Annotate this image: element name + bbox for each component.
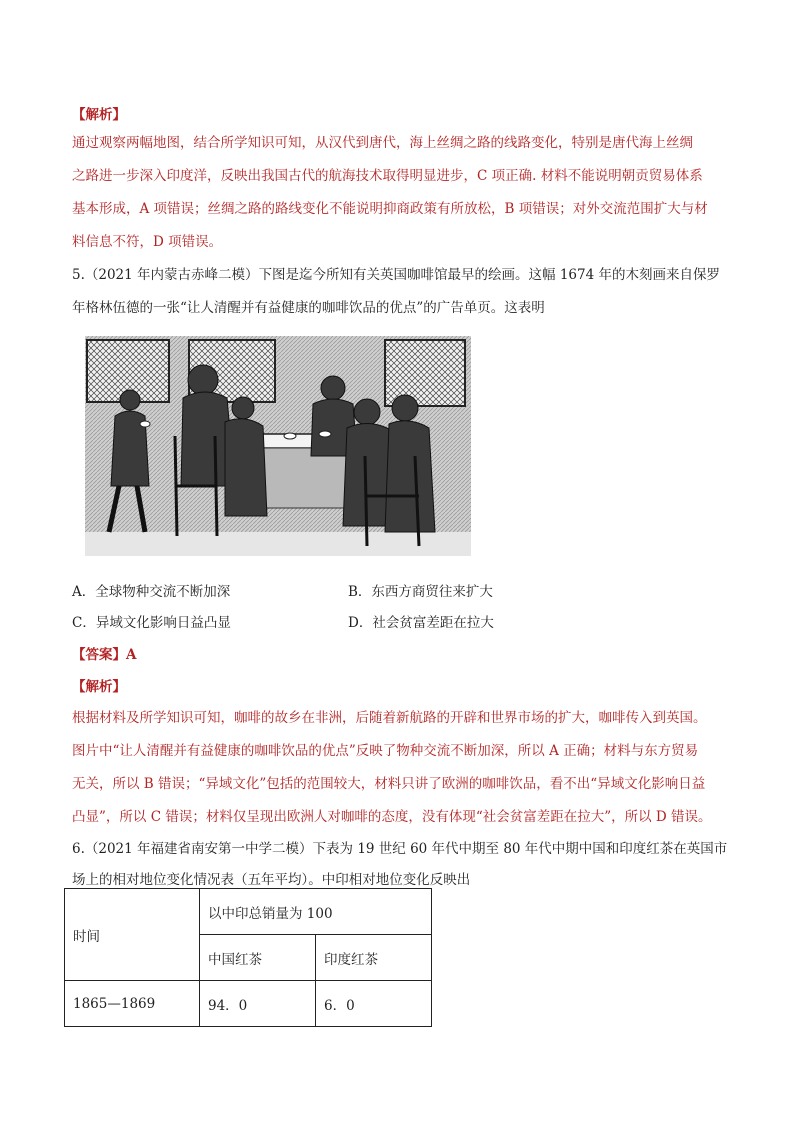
coffeehouse-woodcut-image xyxy=(85,336,471,556)
analysis-q4-line-2: 之路进一步深入印度洋，反映出我国古代的航海技术取得明显进步，C 项正确. 材料不能说明朝贡贸易体系 xyxy=(72,168,703,184)
analysis-q4-line-4: 料信息不符，D 项错误。 xyxy=(72,234,223,250)
analysis-q4-line-3: 基本形成，A 项错误；丝绸之路的路线变化不能说明抑商政策有所放松，B 项错误；对外交流范围扩大与材 xyxy=(72,201,708,217)
table-cell-time: 1865—1869 xyxy=(65,981,200,1027)
table-cell-china: 94．0 xyxy=(200,981,316,1027)
analysis-q5-line-2: 图片中“让人清醒并有益健康的咖啡饮品的优点”反映了物种交流不断加深，所以 A 正确；材料与东方贸易 xyxy=(72,743,699,759)
table-group-header: 以中印总销量为 100 xyxy=(200,889,432,935)
table-cell-india: 6．0 xyxy=(316,981,432,1027)
analysis-label-q5: 【解析】 xyxy=(72,679,126,695)
analysis-q5-line-4: 凸显”，所以 C 错误；材料仅呈现出欧洲人对咖啡的态度，没有体现“社会贫富差距在拉大”，所以 D 错误。 xyxy=(72,809,712,825)
option-d: D．社会贫富差距在拉大 xyxy=(348,615,494,631)
option-b: B．东西方商贸往来扩大 xyxy=(348,584,493,600)
table-header-india: 印度红茶 xyxy=(316,935,432,981)
analysis-label-q4: 【解析】 xyxy=(72,107,126,123)
table-header-time: 时间 xyxy=(65,889,200,981)
question-5-line-1: 5.（2021 年内蒙古赤峰二模）下图是迄今所知有关英国咖啡馆最早的绘画。这幅 1674 年的木刻画来自保罗 xyxy=(72,267,720,283)
table-header-china: 中国红茶 xyxy=(200,935,316,981)
option-a: A．全球物种交流不断加深 xyxy=(72,584,231,600)
answer-q5: 【答案】A xyxy=(72,647,137,663)
question-6-line-1: 6.（2021 年福建省南安第一中学二模）下表为 19 世纪 60 年代中期至 80 年代中期中国和印度红茶在英国市 xyxy=(72,841,728,857)
tea-market-table xyxy=(64,888,432,1027)
table-row xyxy=(65,981,432,1027)
analysis-q5-line-3: 无关，所以 B 错误；“异域文化”包括的范围较大，材料只讲了欧洲的咖啡饮品，看不出“异域文化影响日益 xyxy=(72,776,706,792)
question-6-line-2: 场上的相对地位变化情况表（五年平均）。中印相对地位变化反映出 xyxy=(72,872,471,888)
analysis-q5-line-1: 根据材料及所学知识可知，咖啡的故乡在非洲，后随着新航路的开辟和世界市场的扩大，咖啡传入到英国。 xyxy=(72,710,707,726)
question-5-line-2: 年格林伍德的一张“让人清醒并有益健康的咖啡饮品的优点”的广告单页。这表明 xyxy=(72,300,545,316)
analysis-q4-line-1: 通过观察两幅地图，结合所学知识可知，从汉代到唐代，海上丝绸之路的线路变化，特别是唐代海上丝绸 xyxy=(72,135,693,151)
option-c: C．异域文化影响日益凸显 xyxy=(72,615,231,631)
